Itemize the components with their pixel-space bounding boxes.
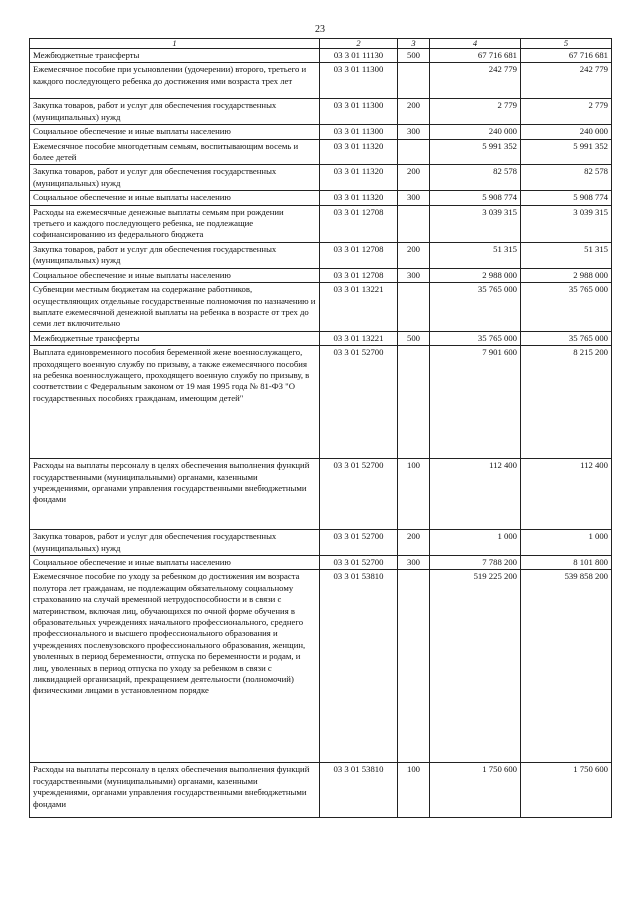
row-code-cell: 03 3 01 11300 [320, 125, 398, 139]
row-amount-2-cell: 5 991 352 [521, 139, 612, 165]
row-name-cell: Закупка товаров, работ и услуг для обеспечения государственных (муниципальных) нужд [30, 99, 320, 125]
row-code-cell: 03 3 01 11300 [320, 99, 398, 125]
table-row [30, 63, 612, 99]
row-code-cell: 03 3 01 13221 [320, 331, 398, 345]
row-expense-type-cell [398, 63, 430, 99]
row-name-cell: Ежемесячное пособие при усыновлении (удочерении) второго, третьего и каждого последующего ребенка до достижения ими возраста трех лет [30, 63, 320, 99]
row-amount-1-cell: 2 988 000 [430, 268, 521, 282]
row-amount-2-cell: 5 908 774 [521, 191, 612, 205]
row-expense-type-cell: 200 [398, 165, 430, 191]
table-row [30, 346, 612, 459]
row-expense-type-cell [398, 283, 430, 332]
table-row [30, 763, 612, 818]
table-row [30, 205, 612, 242]
row-amount-2-cell: 539 858 200 [521, 570, 612, 763]
row-amount-2-cell: 2 988 000 [521, 268, 612, 282]
row-name-cell: Ежемесячное пособие многодетным семьям, воспитывающим восемь и более детей [30, 139, 320, 165]
row-name-cell: Расходы на выплаты персоналу в целях обеспечения выполнения функций государственными (муниципальными) органами, казенными учреждениями, органами управления государственными внебюджетными фондами [30, 763, 320, 818]
row-amount-1-cell: 51 315 [430, 242, 521, 268]
row-amount-1-cell: 1 750 600 [430, 763, 521, 818]
row-name-cell: Расходы на выплаты персоналу в целях обеспечения выполнения функций государственными (муниципальными) органами, казенными учреждениями, органами управления государственными внебюджетными фондами [30, 459, 320, 530]
row-expense-type-cell: 100 [398, 459, 430, 530]
table-row [30, 283, 612, 332]
row-amount-2-cell: 82 578 [521, 165, 612, 191]
row-expense-type-cell: 300 [398, 268, 430, 282]
row-amount-2-cell: 1 750 600 [521, 763, 612, 818]
row-amount-1-cell: 519 225 200 [430, 570, 521, 763]
row-expense-type-cell: 200 [398, 99, 430, 125]
row-amount-1-cell: 7 788 200 [430, 555, 521, 569]
header-col-5: 5 [521, 39, 612, 49]
row-expense-type-cell [398, 139, 430, 165]
row-code-cell: 03 3 01 53810 [320, 763, 398, 818]
row-amount-1-cell: 67 716 681 [430, 49, 521, 63]
row-expense-type-cell: 200 [398, 530, 430, 556]
table-row [30, 165, 612, 191]
header-col-2: 2 [320, 39, 398, 49]
row-amount-1-cell: 35 765 000 [430, 283, 521, 332]
row-amount-2-cell: 112 400 [521, 459, 612, 530]
row-name-cell: Межбюджетные трансферты [30, 49, 320, 63]
row-code-cell: 03 3 01 52700 [320, 530, 398, 556]
table-row [30, 49, 612, 63]
row-amount-2-cell: 3 039 315 [521, 205, 612, 242]
row-amount-2-cell: 242 779 [521, 63, 612, 99]
row-amount-2-cell: 8 215 200 [521, 346, 612, 459]
row-code-cell: 03 3 01 12708 [320, 205, 398, 242]
row-code-cell: 03 3 01 53810 [320, 570, 398, 763]
table-row [30, 99, 612, 125]
row-code-cell: 03 3 01 52700 [320, 459, 398, 530]
row-amount-1-cell: 5 991 352 [430, 139, 521, 165]
row-expense-type-cell [398, 570, 430, 763]
row-amount-2-cell: 35 765 000 [521, 283, 612, 332]
budget-table [29, 38, 612, 818]
row-expense-type-cell: 300 [398, 125, 430, 139]
table-body [30, 49, 612, 818]
row-code-cell: 03 3 01 11320 [320, 139, 398, 165]
row-amount-2-cell: 1 000 [521, 530, 612, 556]
row-name-cell: Социальное обеспечение и иные выплаты населению [30, 125, 320, 139]
row-amount-1-cell: 7 901 600 [430, 346, 521, 459]
row-name-cell: Закупка товаров, работ и услуг для обеспечения государственных (муниципальных) нужд [30, 242, 320, 268]
row-code-cell: 03 3 01 11320 [320, 191, 398, 205]
row-amount-1-cell: 3 039 315 [430, 205, 521, 242]
row-expense-type-cell: 300 [398, 555, 430, 569]
row-name-cell: Выплата единовременного пособия беременной жене военнослужащего, проходящего военную службу по призыву, а также ежемесячного пособия на ребенка военнослужащего, проходящего военную службу по призыву, в соответствии с Федеральным законом от 19 мая 1995 года № 81-ФЗ "О государственных пособиях гражданам, имеющим детей" [30, 346, 320, 459]
row-name-cell: Закупка товаров, работ и услуг для обеспечения государственных (муниципальных) нужд [30, 165, 320, 191]
row-amount-2-cell: 8 101 800 [521, 555, 612, 569]
row-amount-1-cell: 82 578 [430, 165, 521, 191]
table-row [30, 570, 612, 763]
table-row [30, 459, 612, 530]
row-amount-1-cell: 35 765 000 [430, 331, 521, 345]
row-amount-1-cell: 5 908 774 [430, 191, 521, 205]
row-amount-2-cell: 67 716 681 [521, 49, 612, 63]
row-expense-type-cell: 200 [398, 242, 430, 268]
row-name-cell: Социальное обеспечение и иные выплаты населению [30, 268, 320, 282]
row-amount-1-cell: 242 779 [430, 63, 521, 99]
row-amount-1-cell: 1 000 [430, 530, 521, 556]
row-amount-2-cell: 2 779 [521, 99, 612, 125]
row-expense-type-cell: 300 [398, 191, 430, 205]
table-row [30, 530, 612, 556]
row-amount-2-cell: 240 000 [521, 125, 612, 139]
header-col-3: 3 [398, 39, 430, 49]
row-amount-1-cell: 240 000 [430, 125, 521, 139]
row-code-cell: 03 3 01 11130 [320, 49, 398, 63]
header-col-4: 4 [430, 39, 521, 49]
row-code-cell: 03 3 01 11320 [320, 165, 398, 191]
table-row [30, 139, 612, 165]
row-name-cell: Закупка товаров, работ и услуг для обеспечения государственных (муниципальных) нужд [30, 530, 320, 556]
row-code-cell: 03 3 01 12708 [320, 268, 398, 282]
row-name-cell: Субвенции местным бюджетам на содержание работников, осуществляющих отдельные государственные полномочия по назначению и выплате ежемесячной денежной выплаты на ребенка в возрасте от трех до семи лет включительно [30, 283, 320, 332]
table-header-row [30, 39, 612, 49]
table-row [30, 268, 612, 282]
row-name-cell: Социальное обеспечение и иные выплаты населению [30, 191, 320, 205]
row-amount-2-cell: 35 765 000 [521, 331, 612, 345]
row-expense-type-cell: 100 [398, 763, 430, 818]
row-code-cell: 03 3 01 13221 [320, 283, 398, 332]
table-row [30, 125, 612, 139]
table-row [30, 331, 612, 345]
row-name-cell: Социальное обеспечение и иные выплаты населению [30, 555, 320, 569]
row-name-cell: Ежемесячное пособие по уходу за ребенком до достижения им возраста полутора лет гражданам, не подлежащим обязательному социальному страхованию на случай временной нетрудоспособности и в связи с материнством, включая лиц, обучающихся по очной форме обучения в образовательных учреждениях начального профессионального, среднего профессионального и высшего профессионального образования и учреждениях послевузовского профессионального образования, женщин, уволенных в период беременности, отпуска по беременности и родам, и лиц, уволенных в период отпуска по уходу за ребенком в связи с ликвидацией организаций, прекращением деятельности (полномочий) физическими лицами в установленном порядке [30, 570, 320, 763]
row-code-cell: 03 3 01 11300 [320, 63, 398, 99]
row-code-cell: 03 3 01 52700 [320, 346, 398, 459]
row-amount-1-cell: 2 779 [430, 99, 521, 125]
row-name-cell: Расходы на ежемесячные денежные выплаты семьям при рождении третьего и каждого последующего ребенка, не подлежащие софинансированию из федерального бюджета [30, 205, 320, 242]
header-col-1: 1 [30, 39, 320, 49]
table-row [30, 191, 612, 205]
row-code-cell: 03 3 01 52700 [320, 555, 398, 569]
row-expense-type-cell [398, 346, 430, 459]
row-expense-type-cell: 500 [398, 49, 430, 63]
row-name-cell: Межбюджетные трансферты [30, 331, 320, 345]
row-expense-type-cell [398, 205, 430, 242]
row-amount-1-cell: 112 400 [430, 459, 521, 530]
row-expense-type-cell: 500 [398, 331, 430, 345]
row-code-cell: 03 3 01 12708 [320, 242, 398, 268]
table-row [30, 242, 612, 268]
table-row [30, 555, 612, 569]
page-number: 23 [315, 24, 325, 35]
row-amount-2-cell: 51 315 [521, 242, 612, 268]
